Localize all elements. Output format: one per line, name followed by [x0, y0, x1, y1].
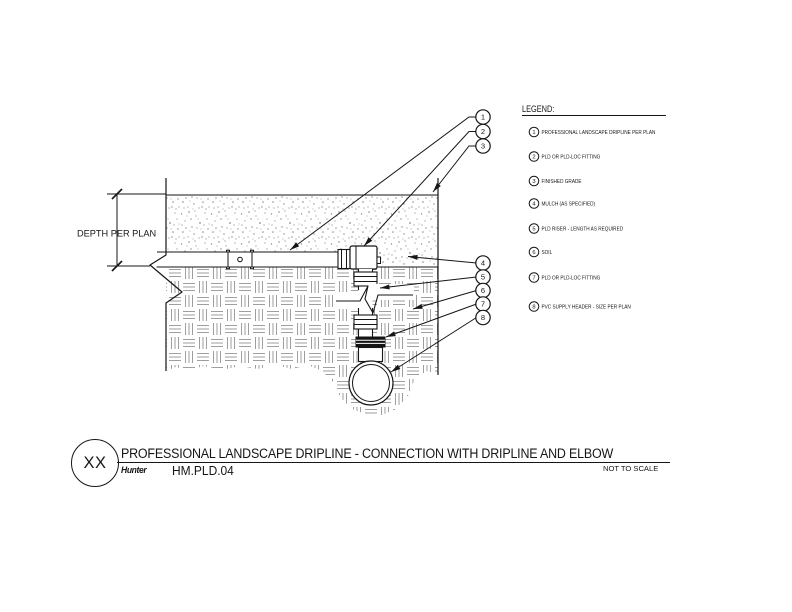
- legend-item: [529, 273, 600, 283]
- legend-item-label: FINISHED GRADE: [541, 178, 582, 186]
- legend-item-number: 7: [532, 275, 536, 282]
- callout-bubbles: [476, 110, 490, 325]
- legend-item-label: PLD RISER - LENGTH AS REQUIRED: [541, 226, 624, 233]
- legend-item-label: PLD OR PLD-LOC FITTING: [541, 275, 601, 282]
- legend-item: [529, 152, 600, 162]
- elbow-fitting: [350, 246, 381, 269]
- callout-bubble: [476, 310, 490, 324]
- callout-number: 6: [480, 286, 486, 296]
- legend-item-number: 8: [532, 304, 536, 311]
- legend-item: [529, 176, 582, 186]
- legend-item-label: PLD OR PLD-LOC FITTING: [541, 154, 601, 161]
- callout-number: 2: [480, 127, 486, 137]
- callout-number: 3: [480, 141, 486, 151]
- riser-coupling-upper: [354, 272, 377, 286]
- legend-title: LEGEND:: [522, 104, 555, 115]
- callout-bubble: [476, 139, 490, 153]
- callout-bubble: [476, 110, 490, 124]
- detail-marker-circle: [71, 439, 119, 487]
- detail-number: HM.PLD.04: [172, 464, 234, 478]
- callout-number: 5: [480, 272, 486, 282]
- callout-number: 8: [480, 313, 486, 323]
- legend-item: [529, 247, 552, 257]
- brand-logo: Hunter: [121, 465, 147, 476]
- legend-item-number: 1: [532, 130, 536, 137]
- leader-3: [433, 146, 477, 192]
- detail-marker-label: XX: [83, 453, 107, 472]
- callout-number: 1: [480, 112, 486, 122]
- callout-number: 7: [480, 299, 486, 309]
- callout-bubble: [476, 283, 490, 297]
- legend-item-label: MULCH (AS SPECIFIED): [541, 201, 596, 208]
- legend-item-number: 2: [532, 154, 536, 161]
- riser-coupling-lower: [354, 315, 377, 329]
- depth-dimension-label: DEPTH PER PLAN: [77, 228, 157, 239]
- legend-item-number: 3: [532, 179, 536, 186]
- legend: [522, 104, 666, 311]
- legend-item-label: PROFESSIONAL LANDSCAPE DRIPLINE PER PLAN: [541, 129, 656, 137]
- legend-item-label: PVC SUPPLY HEADER - SIZE PER PLAN: [541, 304, 631, 311]
- scale-note: NOT TO SCALE: [603, 464, 659, 473]
- pvc-supply-header: [349, 361, 393, 405]
- legend-item: [529, 224, 623, 234]
- detail-title: PROFESSIONAL LANDSCAPE DRIPLINE - CONNECTION WITH DRIPLINE AND ELBOW: [121, 446, 614, 461]
- callout-number: 4: [480, 258, 486, 268]
- dripline-pipe: [157, 250, 350, 269]
- callout-bubble: [476, 270, 490, 284]
- callout-bubble: [476, 256, 490, 270]
- callout-bubble: [476, 297, 490, 311]
- legend-item-number: 4: [532, 201, 536, 208]
- legend-item-number: 5: [532, 226, 536, 233]
- pipe-collar: [338, 250, 350, 269]
- legend-item: [529, 302, 631, 312]
- callout-bubble: [476, 124, 490, 138]
- legend-item: [529, 199, 595, 209]
- legend-item: [529, 127, 655, 137]
- legend-item-number: 6: [532, 250, 536, 257]
- legend-item-label: SOIL: [541, 249, 553, 257]
- header-fitting: [356, 337, 385, 362]
